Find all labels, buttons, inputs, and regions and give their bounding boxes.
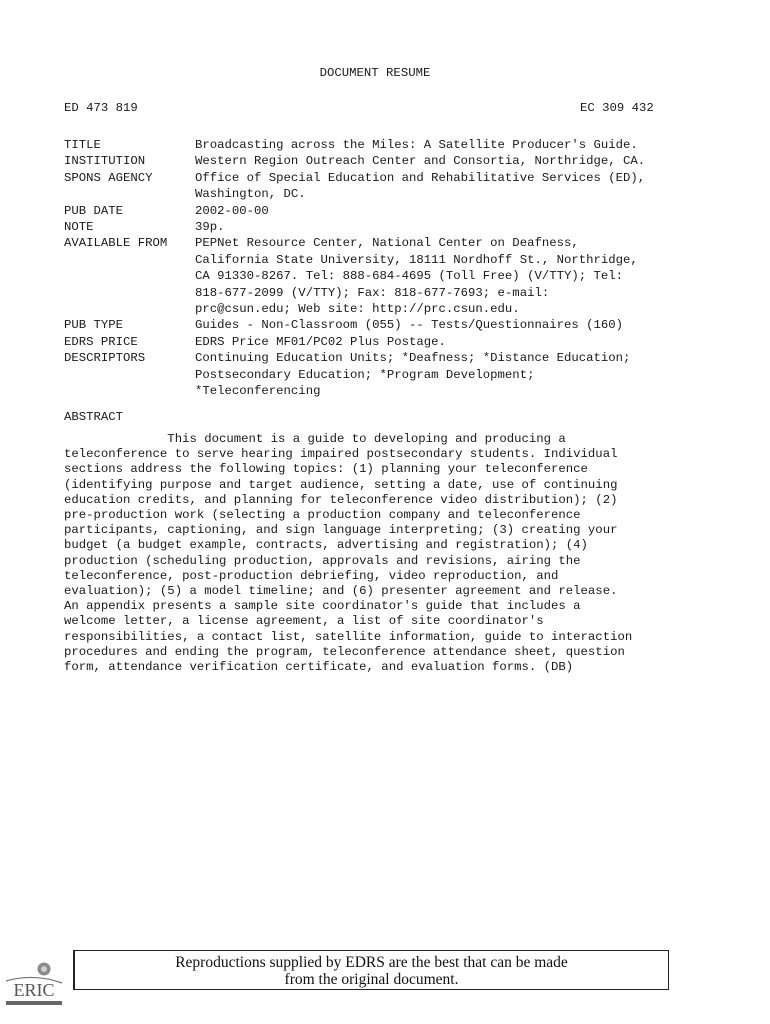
field-title (64, 137, 645, 153)
field-label: INSTITUTION (64, 154, 146, 169)
reproduction-line-1: Reproductions supplied by EDRS are the best that can be made (175, 954, 568, 971)
field-pub-date (64, 203, 645, 219)
reproduction-text (75, 954, 668, 988)
field-label: TITLE (64, 138, 101, 152)
reproduction-line-2: from the original document. (284, 971, 459, 988)
field-label: PUB DATE (64, 203, 124, 218)
metadata-fields (64, 137, 645, 400)
document-title: DOCUMENT RESUME (319, 66, 431, 80)
eric-logo-icon (4, 961, 64, 1007)
field-label: DESCRIPTORS (64, 351, 146, 366)
field-value: EDRS Price MF01/PC02 Plus Postage. (195, 334, 446, 349)
field-value: Western Region Outreach Center and Consortia, Northridge, CA. (195, 154, 646, 169)
field-value: 2002-00-00 (195, 203, 269, 218)
field-note (64, 219, 645, 235)
field-value: PEPNet Resource Center, National Center on Deafness, California State University, 18111 Nordhoff St., Northridge, CA 91330-8267. Tel: 888-684-4695 (Toll Free) (V/TTY); Tel: 818-677-2099 (V/TTY); Fax: 818-677-7693; e-mail: prc@csun.edu; Web site: http://prc.csun.edu. (195, 236, 638, 317)
field-label: PUB TYPE (64, 318, 124, 333)
field-pub-type (64, 317, 645, 333)
field-spons-agency (64, 170, 645, 203)
ec-number: EC 309 432 (580, 101, 654, 115)
field-institution (64, 153, 645, 169)
abstract-text: This document is a guide to developing and producing a teleconference to serve hearing impaired postsecondary students. Individual sections address the following topics: (1) planning your teleconference (identifying purpose and target audience, setting a date, use of continuing education credits, and planning for teleconference video distribution); (2) pre-production work (selecting a production company and teleconference participants, captioning, and sign language interpreting; (3) creating your budget (a budget example, contracts, advertising and registration); (4) production (scheduling production, approvals and revisions, airing the teleconference, post-production debriefing, video reproduction, and evaluation); (5) a model timeline; and (6) presenter agreement and release. An appendix presents a sample site coordinator's guide that includes a welcome letter, a license agreement, a list of site coordinator's responsibilities, a contact list, satellite information, guide to interaction procedures and ending the program, teleconference attendance sheet, question form, attendance verification certificate, and evaluation forms. (DB) (64, 432, 633, 675)
field-label: EDRS PRICE (64, 334, 138, 349)
eric-logo-text: ERIC (13, 980, 55, 1000)
ed-number: ED 473 819 (64, 101, 138, 115)
field-value: Office of Special Education and Rehabilitative Services (ED), Washington, DC. (195, 170, 646, 202)
field-value: Continuing Education Units; *Deafness; *Distance Education; Postsecondary Education; *Program Development; *Teleconferencing (195, 351, 631, 399)
field-value: Guides - Non-Classroom (055) -- Tests/Questionnaires (160) (195, 318, 624, 333)
abstract-heading: ABSTRACT (64, 410, 124, 424)
field-value: Broadcasting across the Miles: A Satellite Producer's Guide. (195, 138, 638, 152)
field-label: NOTE (64, 220, 94, 235)
field-label: AVAILABLE FROM (64, 236, 168, 251)
reproduction-notice (73, 950, 669, 990)
field-value: 39p. (195, 220, 225, 235)
field-descriptors (64, 350, 645, 399)
field-available-from (64, 235, 645, 317)
field-edrs-price (64, 334, 645, 350)
field-label: SPONS AGENCY (64, 170, 153, 185)
